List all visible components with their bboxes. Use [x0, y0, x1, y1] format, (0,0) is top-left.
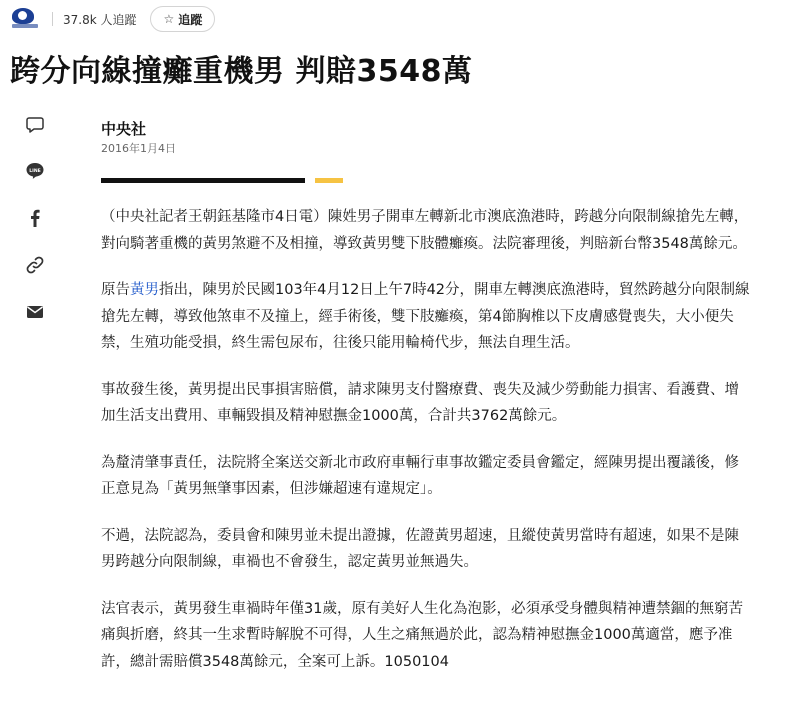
paragraph — [101, 277, 751, 357]
paragraph: 為釐清肇事責任，法院將全案送交新北市政府車輛行車事故鑑定委員會鑑定，經陳男提出覆議後，修正意見為「黃男無肇事因素，但涉嫌超速有違規定」。 — [101, 454, 739, 497]
article-title: 跨分向線撞癱重機男 判賠3548萬 — [10, 54, 473, 89]
mail-icon[interactable] — [22, 299, 48, 325]
follow-button-label: 追蹤 — [178, 12, 203, 27]
svg-text:LINE: LINE — [29, 168, 41, 174]
keyword-link[interactable]: 黃男 — [130, 282, 159, 298]
paragraph: （中央社記者王朝鈺基隆市4日電）陳姓男子開車左轉新北市澳底漁港時，跨越分向限制線搶先左轉，對向騎著重機的黃男煞避不及相撞，導致黃男雙下肢體癱瘓。法院審理後，判賠新台幣3548萬餘元。 — [101, 209, 749, 252]
paragraph-text: 原告 — [101, 282, 130, 298]
comment-icon[interactable] — [22, 112, 48, 138]
facebook-icon[interactable] — [22, 205, 48, 231]
star-icon: ☆ — [163, 12, 175, 26]
paragraph: 事故發生後，黃男提出民事損害賠償，請求陳男支付醫療費、喪失及減少勞動能力損害、看護費、增加生活支出費用、車輛毀損及精神慰撫金1000萬，合計共3762萬餘元。 — [101, 381, 739, 424]
follow-button[interactable] — [150, 6, 215, 32]
divider — [52, 12, 53, 26]
article-body — [101, 204, 751, 695]
divider-accent — [315, 178, 343, 183]
line-icon[interactable] — [22, 158, 48, 184]
publisher-bar — [12, 6, 215, 32]
paragraph: 不過，法院認為，委員會和陳男並未提出證據，佐證黃男超速，且縱使黃男當時有超速，如果不是陳男跨越分向限制線，車禍也不會發生，認定黃男並無過失。 — [101, 527, 739, 570]
paragraph-text: 指出，陳男於民國103年4月12日上午7時42分，開車左轉澳底漁港時，貿然跨越分向限制線搶先左轉，導致他煞車不及撞上，經手術後，雙下肢癱瘓，第4節胸椎以下皮膚感覺喪失，大小便失禁，生殖功能受損，終生需包尿布，往後只能用輪椅代步，無法自理生活。 — [101, 282, 750, 351]
cna-logo-icon[interactable] — [12, 8, 40, 30]
link-icon[interactable] — [22, 252, 48, 278]
follower-count: 37.8k 人追蹤 — [63, 12, 137, 27]
author-name[interactable]: 中央社 — [101, 120, 147, 138]
paragraph: 法官表示，黃男發生車禍時年僅31歲，原有美好人生化為泡影，必須承受身體與精神遭禁錮的無窮苦痛與折磨，終其一生求暫時解脫不可得，人生之痛無過於此，認為精神慰撫金1000萬適當，應予准許，總計需賠償3548萬餘元，全案可上訴。1050104 — [101, 600, 743, 670]
publish-date: 2016年1月4日 — [101, 142, 176, 155]
divider-bar — [101, 178, 305, 183]
